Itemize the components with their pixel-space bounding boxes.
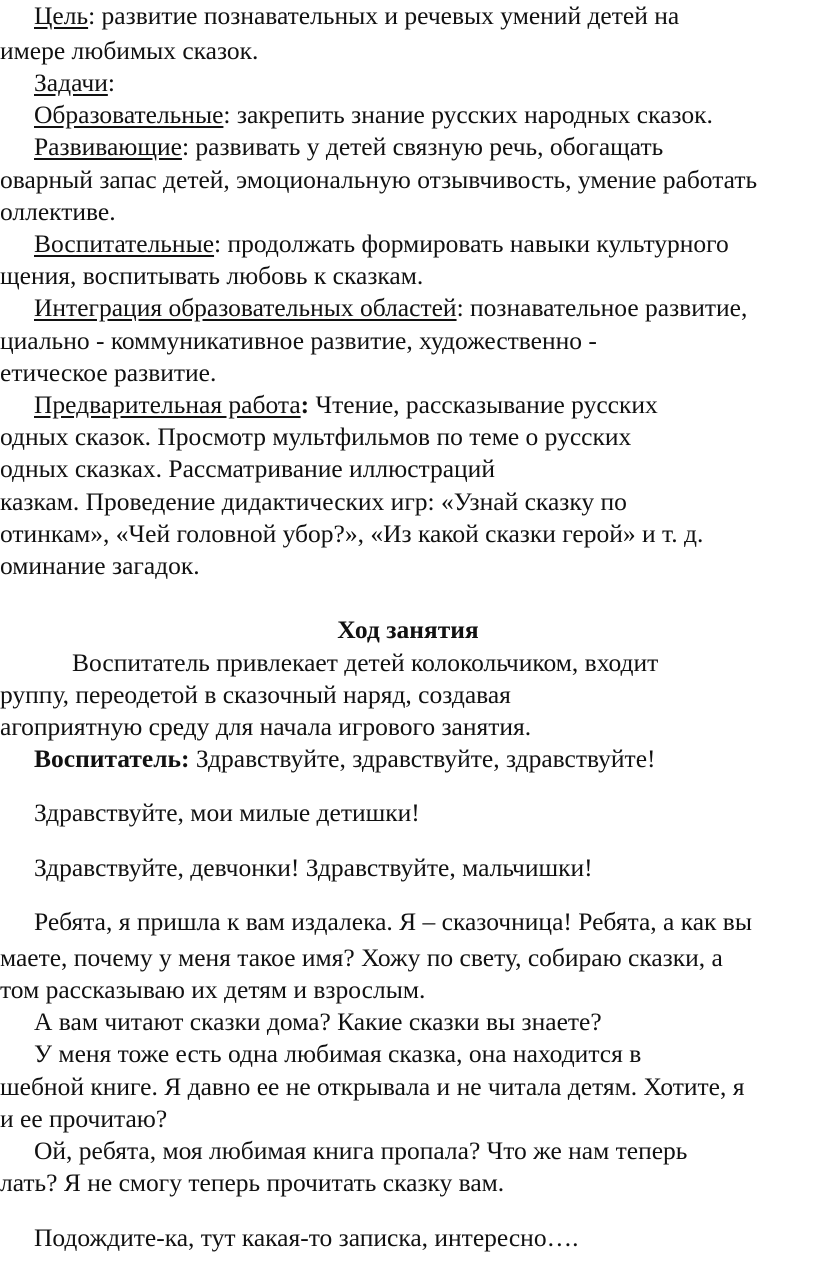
upbringing-label: Воспитательные <box>34 229 215 258</box>
story-paragraph-3-line-3: и ее прочитаю? <box>0 1104 168 1133</box>
story-paragraph-3-line-2: шебной книге. Я давно ее не открывала и не читала детям. Хотите, я <box>0 1072 745 1101</box>
preliminary-work-line-2: одных сказок. Просмотр мультфильмов по теме о русских <box>0 422 632 451</box>
story-paragraph-2: А вам читают сказки дома? Какие сказки вы знаете? <box>34 1007 602 1036</box>
preliminary-work-line-6: оминание загадок. <box>0 551 200 580</box>
preliminary-work-line: Предварительная работа: Чтение, рассказывание русских <box>34 390 658 419</box>
lesson-heading: Ход занятия <box>337 615 479 644</box>
goal-text: : развитие познавательных и речевых умений детей на <box>88 1 680 30</box>
upbringing-task-line-2: щения, воспитывать любовь к сказкам. <box>0 261 424 290</box>
story-paragraph-1-line-2: маете, почему у меня такое имя? Хожу по свету, собираю сказки, а <box>0 943 723 972</box>
goal-line <box>34 0 816 32</box>
integration-line-3: етическое развитие. <box>0 358 217 387</box>
lesson-paragraph-1-line-2: руппу, переодетой в сказочный наряд, создавая <box>0 680 511 709</box>
story-paragraph-1-line-3: том рассказываю их детям и взрослым. <box>0 975 426 1004</box>
story-paragraph-3: У меня тоже есть одна любимая сказка, она находится в <box>34 1039 642 1068</box>
developing-task-line-3: оллективе. <box>0 197 116 226</box>
greeting-line-3: Здравствуйте, девчонки! Здравствуйте, мальчишки! <box>34 853 593 882</box>
educational-label: Образовательные <box>34 100 224 129</box>
preliminary-work-line-5: отинкам», «Чей головной убор?», «Из какой сказки герой» и т. д. <box>0 519 704 548</box>
preliminary-work-line-4: казкам. Проведение дидактических игр: «Узнай сказку по <box>0 487 627 516</box>
story-paragraph-1: Ребята, я пришла к вам издалека. Я – сказочница! Ребята, а как вы <box>34 907 752 936</box>
preliminary-work-line-3: одных сказках. Рассматривание иллюстраций <box>0 454 495 483</box>
goal-line-2: имере любимых сказок. <box>0 36 259 65</box>
integration-line: Интеграция образовательных областей: познавательное развитие, <box>34 293 748 322</box>
developing-label: Развивающие <box>34 132 182 161</box>
story-paragraph-4: Ой, ребята, моя любимая книга пропала? Что же нам теперь <box>34 1136 688 1165</box>
tasks-heading: Задачи: <box>34 68 115 97</box>
educational-task: Образовательные: закрепить знание русских народных сказок. <box>34 100 713 129</box>
speaker-label: Воспитатель: <box>34 744 190 773</box>
lesson-paragraph-1-line-3: агоприятную среду для начала игрового занятия. <box>0 712 532 741</box>
story-paragraph-5: Подождите-ка, тут какая-то записка, интересно…. <box>34 1223 579 1252</box>
teacher-greeting: Воспитатель: Здравствуйте, здравствуйте, здравствуйте! <box>34 744 656 773</box>
tasks-label: Задачи <box>34 68 108 97</box>
lesson-paragraph-1: Воспитатель привлекает детей колокольчиком, входит <box>72 648 659 677</box>
greeting-line-2: Здравствуйте, мои милые детишки! <box>34 798 420 827</box>
story-paragraph-4-line-2: лать? Я не смогу теперь прочитать сказку вам. <box>0 1168 505 1197</box>
developing-task-line-2: оварный запас детей, эмоциональную отзывчивость, умение работать <box>0 165 758 194</box>
upbringing-task: Воспитательные: продолжать формировать навыки культурного <box>34 229 729 258</box>
developing-task: Развивающие: развивать у детей связную речь, обогащать <box>34 132 664 161</box>
integration-label: Интеграция образовательных областей <box>34 293 457 322</box>
integration-line-2: циально - коммуникативное развитие, художественно - <box>0 326 597 355</box>
preliminary-work-label: Предварительная работа <box>34 390 301 419</box>
goal-label: Цель <box>34 1 89 30</box>
